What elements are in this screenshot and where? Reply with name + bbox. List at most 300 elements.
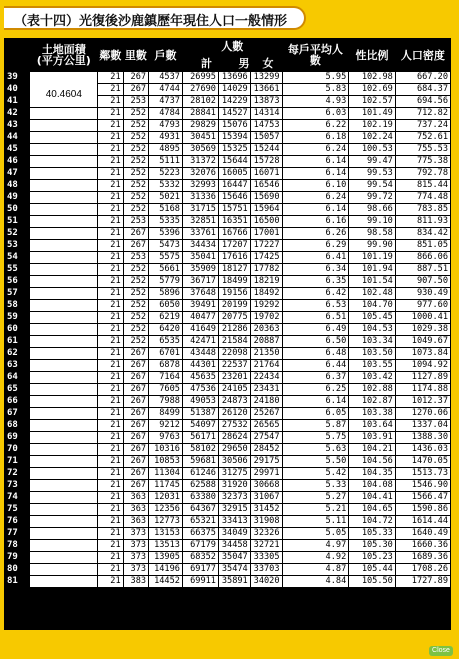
total-cell: 37648 xyxy=(182,288,218,300)
female-cell: 28452 xyxy=(250,444,282,456)
villages-cell: 21 xyxy=(98,132,123,144)
female-cell: 13873 xyxy=(250,96,282,108)
villages-cell: 21 xyxy=(98,96,123,108)
sexratio-cell: 104.72 xyxy=(349,516,396,528)
total-cell: 28102 xyxy=(182,96,218,108)
year-cell: 68 xyxy=(5,420,30,432)
total-cell: 61246 xyxy=(182,468,218,480)
density-cell: 792.78 xyxy=(395,168,450,180)
female-cell: 14314 xyxy=(250,108,282,120)
li-cell: 267 xyxy=(123,228,148,240)
area-cell-empty xyxy=(30,492,98,504)
density-cell: 667.20 xyxy=(395,72,450,84)
area-value: 40.4604 xyxy=(45,89,82,100)
density-cell: 1708.26 xyxy=(395,564,450,576)
villages-cell: 21 xyxy=(98,144,123,156)
area-cell-empty xyxy=(30,408,98,420)
population-label: 人數 xyxy=(221,40,244,53)
total-cell: 56171 xyxy=(182,432,218,444)
area-cell-empty xyxy=(30,240,98,252)
table-row xyxy=(5,180,451,192)
li-cell: 252 xyxy=(123,312,148,324)
avg-cell: 6.10 xyxy=(282,180,349,192)
table-row xyxy=(5,156,451,168)
villages-cell: 21 xyxy=(98,204,123,216)
female-cell: 30668 xyxy=(250,480,282,492)
li-cell: 252 xyxy=(123,180,148,192)
male-cell: 23201 xyxy=(218,372,250,384)
table-row xyxy=(5,132,451,144)
total-cell: 32993 xyxy=(182,180,218,192)
villages-cell: 21 xyxy=(98,156,123,168)
female-cell: 15964 xyxy=(250,204,282,216)
year-cell: 60 xyxy=(5,324,30,336)
area-cell-empty xyxy=(30,144,98,156)
total-cell: 31715 xyxy=(182,204,218,216)
area-cell-empty xyxy=(30,468,98,480)
population-header xyxy=(182,39,282,72)
female-cell: 34020 xyxy=(250,576,282,588)
close-button[interactable]: Close xyxy=(429,646,453,656)
density-cell: 684.37 xyxy=(395,84,450,96)
female-cell: 33703 xyxy=(250,564,282,576)
area-cell-empty xyxy=(30,504,98,516)
density-cell: 1094.92 xyxy=(395,360,450,372)
avg-cell: 6.44 xyxy=(282,360,349,372)
households-cell: 4784 xyxy=(149,108,183,120)
li-cell: 363 xyxy=(123,516,148,528)
li-cell: 267 xyxy=(123,408,148,420)
density-cell: 1727.89 xyxy=(395,576,450,588)
households-cell: 6050 xyxy=(149,300,183,312)
area-cell-empty xyxy=(30,456,98,468)
area-cell-empty xyxy=(30,348,98,360)
area-cell-empty xyxy=(30,312,98,324)
villages-cell: 21 xyxy=(98,456,123,468)
sexratio-cell: 100.53 xyxy=(349,144,396,156)
area-cell-empty xyxy=(30,192,98,204)
villages-cell: 21 xyxy=(98,444,123,456)
table-row xyxy=(5,264,451,276)
density-cell: 1546.90 xyxy=(395,480,450,492)
sexratio-cell: 98.58 xyxy=(349,228,396,240)
villages-cell: 21 xyxy=(98,168,123,180)
total-cell: 64367 xyxy=(182,504,218,516)
female-cell: 15690 xyxy=(250,192,282,204)
year-cell: 40 xyxy=(5,84,30,96)
male-cell: 15644 xyxy=(218,156,250,168)
total-cell: 62588 xyxy=(182,480,218,492)
density-cell: 1513.73 xyxy=(395,468,450,480)
households-cell: 13153 xyxy=(149,528,183,540)
male-cell: 22537 xyxy=(218,360,250,372)
female-cell: 17001 xyxy=(250,228,282,240)
year-cell: 79 xyxy=(5,552,30,564)
villages-cell: 21 xyxy=(98,528,123,540)
total-cell: 44301 xyxy=(182,360,218,372)
villages-cell: 21 xyxy=(98,108,123,120)
male-cell: 16447 xyxy=(218,180,250,192)
table-row xyxy=(5,216,451,228)
avg-cell: 6.18 xyxy=(282,132,349,144)
sexratio-cell: 102.87 xyxy=(349,396,396,408)
total-cell: 69911 xyxy=(182,576,218,588)
sexratio-cell: 101.49 xyxy=(349,108,396,120)
table-row xyxy=(5,372,451,384)
year-cell: 51 xyxy=(5,216,30,228)
density-cell: 1689.36 xyxy=(395,552,450,564)
male-cell: 16005 xyxy=(218,168,250,180)
li-cell: 252 xyxy=(123,300,148,312)
li-cell: 253 xyxy=(123,252,148,264)
li-cell: 383 xyxy=(123,576,148,588)
li-cell: 363 xyxy=(123,492,148,504)
sexratio-cell: 99.47 xyxy=(349,156,396,168)
density-cell: 1174.88 xyxy=(395,384,450,396)
year-cell: 66 xyxy=(5,396,30,408)
total-label: 計 xyxy=(200,57,212,70)
area-cell-empty xyxy=(30,252,98,264)
year-cell: 80 xyxy=(5,564,30,576)
year-cell: 42 xyxy=(5,108,30,120)
sexratio-cell: 105.44 xyxy=(349,564,396,576)
li-cell: 267 xyxy=(123,480,148,492)
male-cell: 27532 xyxy=(218,420,250,432)
households-cell: 12773 xyxy=(149,516,183,528)
villages-cell: 21 xyxy=(98,120,123,132)
male-cell: 34049 xyxy=(218,528,250,540)
year-cell: 45 xyxy=(5,144,30,156)
male-cell: 30506 xyxy=(218,456,250,468)
density-cell: 930.49 xyxy=(395,288,450,300)
households-cell: 5661 xyxy=(149,264,183,276)
villages-cell: 21 xyxy=(98,72,123,84)
male-cell: 14029 xyxy=(218,84,250,96)
area-cell-empty xyxy=(30,288,98,300)
male-cell: 31275 xyxy=(218,468,250,480)
li-cell: 267 xyxy=(123,348,148,360)
year-cell: 56 xyxy=(5,276,30,288)
year-cell: 73 xyxy=(5,480,30,492)
sexratio-cell: 102.98 xyxy=(349,72,396,84)
villages-cell: 21 xyxy=(98,480,123,492)
sexratio-cell: 101.94 xyxy=(349,264,396,276)
female-cell: 23431 xyxy=(250,384,282,396)
page-title: （表十四）光復後沙鹿鎮歷年現住人口一般情形 xyxy=(14,14,288,29)
li-cell: 252 xyxy=(123,120,148,132)
villages-cell: 21 xyxy=(98,396,123,408)
avg-cell: 6.22 xyxy=(282,120,349,132)
villages-cell: 21 xyxy=(98,276,123,288)
total-cell: 43448 xyxy=(182,348,218,360)
density-cell: 1436.03 xyxy=(395,444,450,456)
year-cell: 65 xyxy=(5,384,30,396)
female-cell: 19292 xyxy=(250,300,282,312)
table-row xyxy=(5,396,451,408)
avg-cell: 5.33 xyxy=(282,480,349,492)
male-cell: 21584 xyxy=(218,336,250,348)
total-cell: 42471 xyxy=(182,336,218,348)
year-cell: 50 xyxy=(5,204,30,216)
density-cell: 1049.67 xyxy=(395,336,450,348)
avg-cell: 6.50 xyxy=(282,336,349,348)
female-cell: 21350 xyxy=(250,348,282,360)
villages-cell: 21 xyxy=(98,372,123,384)
year-cell: 46 xyxy=(5,156,30,168)
female-cell: 15728 xyxy=(250,156,282,168)
total-cell: 65321 xyxy=(182,516,218,528)
avg-cell: 6.51 xyxy=(282,312,349,324)
density-cell: 815.44 xyxy=(395,180,450,192)
area-cell xyxy=(30,72,98,108)
female-cell: 31452 xyxy=(250,504,282,516)
male-cell: 15394 xyxy=(218,132,250,144)
area-cell-empty xyxy=(30,444,98,456)
households-cell: 6701 xyxy=(149,348,183,360)
female-cell: 17425 xyxy=(250,252,282,264)
villages-cell: 21 xyxy=(98,300,123,312)
area-cell-empty xyxy=(30,108,98,120)
villages-cell: 21 xyxy=(98,360,123,372)
female-cell: 16071 xyxy=(250,168,282,180)
female-cell: 17227 xyxy=(250,240,282,252)
year-cell: 59 xyxy=(5,312,30,324)
households-cell: 4737 xyxy=(149,96,183,108)
population-table-container xyxy=(4,38,451,630)
avg-cell: 6.03 xyxy=(282,108,349,120)
total-cell: 36717 xyxy=(182,276,218,288)
li-cell: 267 xyxy=(123,372,148,384)
sexratio-cell: 105.30 xyxy=(349,540,396,552)
year-cell: 55 xyxy=(5,264,30,276)
total-cell: 66375 xyxy=(182,528,218,540)
year-cell: 74 xyxy=(5,492,30,504)
li-cell: 267 xyxy=(123,396,148,408)
year-cell: 61 xyxy=(5,336,30,348)
female-cell: 29971 xyxy=(250,468,282,480)
total-cell: 30451 xyxy=(182,132,218,144)
year-cell: 64 xyxy=(5,372,30,384)
households-header: 戶數 xyxy=(149,39,183,72)
sexratio-cell: 104.08 xyxy=(349,480,396,492)
male-cell: 32915 xyxy=(218,504,250,516)
year-cell: 70 xyxy=(5,444,30,456)
villages-cell: 21 xyxy=(98,432,123,444)
sexratio-cell: 104.70 xyxy=(349,300,396,312)
households-cell: 8499 xyxy=(149,408,183,420)
total-cell: 31336 xyxy=(182,192,218,204)
li-cell: 373 xyxy=(123,564,148,576)
density-cell: 1127.89 xyxy=(395,372,450,384)
year-cell: 53 xyxy=(5,240,30,252)
avg-cell: 6.41 xyxy=(282,252,349,264)
sexratio-cell: 105.23 xyxy=(349,552,396,564)
female-cell: 32721 xyxy=(250,540,282,552)
sexratio-cell: 104.21 xyxy=(349,444,396,456)
table-row xyxy=(5,540,451,552)
avg-cell: 6.26 xyxy=(282,228,349,240)
area-cell-empty xyxy=(30,324,98,336)
households-cell: 5473 xyxy=(149,240,183,252)
density-cell: 1073.84 xyxy=(395,348,450,360)
villages-cell: 21 xyxy=(98,216,123,228)
sexratio-cell: 103.38 xyxy=(349,408,396,420)
table-row xyxy=(5,384,451,396)
male-cell: 35047 xyxy=(218,552,250,564)
table-row xyxy=(5,576,451,588)
villages-cell: 21 xyxy=(98,192,123,204)
li-cell: 267 xyxy=(123,456,148,468)
villages-cell: 21 xyxy=(98,336,123,348)
li-cell: 252 xyxy=(123,324,148,336)
header-row xyxy=(5,39,451,72)
female-cell: 33305 xyxy=(250,552,282,564)
table-row xyxy=(5,120,451,132)
year-cell: 58 xyxy=(5,300,30,312)
li-cell: 373 xyxy=(123,528,148,540)
households-cell: 5896 xyxy=(149,288,183,300)
area-cell-empty xyxy=(30,576,98,588)
avg-cell: 6.14 xyxy=(282,204,349,216)
li-cell: 267 xyxy=(123,72,148,84)
sexratio-cell: 102.19 xyxy=(349,120,396,132)
households-cell: 5575 xyxy=(149,252,183,264)
sexratio-cell: 101.19 xyxy=(349,252,396,264)
villages-cell: 21 xyxy=(98,516,123,528)
area-cell-empty xyxy=(30,432,98,444)
table-body xyxy=(5,72,451,588)
male-cell: 16766 xyxy=(218,228,250,240)
male-cell: 15325 xyxy=(218,144,250,156)
avg-cell: 5.21 xyxy=(282,504,349,516)
total-cell: 51387 xyxy=(182,408,218,420)
villages-cell: 21 xyxy=(98,180,123,192)
avg-cell: 4.84 xyxy=(282,576,349,588)
households-cell: 6535 xyxy=(149,336,183,348)
total-cell: 63380 xyxy=(182,492,218,504)
density-cell: 737.24 xyxy=(395,120,450,132)
villages-cell: 21 xyxy=(98,240,123,252)
year-cell: 43 xyxy=(5,120,30,132)
avg-cell: 6.14 xyxy=(282,396,349,408)
female-cell: 14753 xyxy=(250,120,282,132)
li-cell: 252 xyxy=(123,108,148,120)
male-cell: 15646 xyxy=(218,192,250,204)
villages-cell: 21 xyxy=(98,576,123,588)
density-cell: 755.53 xyxy=(395,144,450,156)
sexratio-cell: 103.64 xyxy=(349,420,396,432)
li-cell: 252 xyxy=(123,276,148,288)
sexratio-cell: 101.54 xyxy=(349,276,396,288)
avg-cell: 5.50 xyxy=(282,456,349,468)
table-row xyxy=(5,72,451,84)
households-cell: 6420 xyxy=(149,324,183,336)
area-cell-empty xyxy=(30,132,98,144)
density-cell: 712.82 xyxy=(395,108,450,120)
avg-cell: 4.92 xyxy=(282,552,349,564)
villages-cell: 21 xyxy=(98,408,123,420)
year-cell: 54 xyxy=(5,252,30,264)
li-cell: 252 xyxy=(123,168,148,180)
households-cell: 13513 xyxy=(149,540,183,552)
male-cell: 26120 xyxy=(218,408,250,420)
households-cell: 11745 xyxy=(149,480,183,492)
male-cell: 18127 xyxy=(218,264,250,276)
households-cell: 13905 xyxy=(149,552,183,564)
avg-cell: 6.34 xyxy=(282,264,349,276)
sexratio-cell: 99.90 xyxy=(349,240,396,252)
area-cell-empty xyxy=(30,528,98,540)
density-cell: 1640.49 xyxy=(395,528,450,540)
male-cell: 28624 xyxy=(218,432,250,444)
female-cell: 20363 xyxy=(250,324,282,336)
density-cell: 774.48 xyxy=(395,192,450,204)
table-row xyxy=(5,228,451,240)
households-cell: 10853 xyxy=(149,456,183,468)
villages-cell: 21 xyxy=(98,348,123,360)
li-cell: 267 xyxy=(123,240,148,252)
total-cell: 49053 xyxy=(182,396,218,408)
avg-cell: 5.05 xyxy=(282,528,349,540)
villages-cell: 21 xyxy=(98,420,123,432)
sexratio-cell: 105.33 xyxy=(349,528,396,540)
table-row xyxy=(5,336,451,348)
sexratio-cell: 105.45 xyxy=(349,312,396,324)
avg-cell: 6.37 xyxy=(282,372,349,384)
households-cell: 14452 xyxy=(149,576,183,588)
households-cell: 4793 xyxy=(149,120,183,132)
li-cell: 267 xyxy=(123,84,148,96)
li-cell: 253 xyxy=(123,96,148,108)
density-cell: 1470.05 xyxy=(395,456,450,468)
male-cell: 31920 xyxy=(218,480,250,492)
households-cell: 14196 xyxy=(149,564,183,576)
li-cell: 252 xyxy=(123,288,148,300)
total-cell: 34434 xyxy=(182,240,218,252)
sexratio-cell: 105.50 xyxy=(349,576,396,588)
avg-cell: 6.24 xyxy=(282,192,349,204)
table-row xyxy=(5,276,451,288)
sexratio-cell: 102.57 xyxy=(349,96,396,108)
area-cell-empty xyxy=(30,360,98,372)
female-cell: 18492 xyxy=(250,288,282,300)
total-cell: 59681 xyxy=(182,456,218,468)
area-cell-empty xyxy=(30,300,98,312)
total-cell: 26995 xyxy=(182,72,218,84)
households-cell: 4931 xyxy=(149,132,183,144)
li-cell: 267 xyxy=(123,384,148,396)
female-cell: 27547 xyxy=(250,432,282,444)
density-cell: 977.60 xyxy=(395,300,450,312)
male-cell: 35474 xyxy=(218,564,250,576)
avg-cell: 5.87 xyxy=(282,420,349,432)
total-cell: 69177 xyxy=(182,564,218,576)
area-cell-empty xyxy=(30,384,98,396)
table-row xyxy=(5,468,451,480)
year-header xyxy=(5,39,30,72)
sexratio-cell: 102.48 xyxy=(349,288,396,300)
female-cell: 13299 xyxy=(250,72,282,84)
households-cell: 6878 xyxy=(149,360,183,372)
total-cell: 30569 xyxy=(182,144,218,156)
li-cell: 267 xyxy=(123,444,148,456)
li-cell: 267 xyxy=(123,360,148,372)
area-cell-empty xyxy=(30,552,98,564)
li-cell: 252 xyxy=(123,132,148,144)
female-cell: 20887 xyxy=(250,336,282,348)
male-cell: 32373 xyxy=(218,492,250,504)
male-cell: 19156 xyxy=(218,288,250,300)
